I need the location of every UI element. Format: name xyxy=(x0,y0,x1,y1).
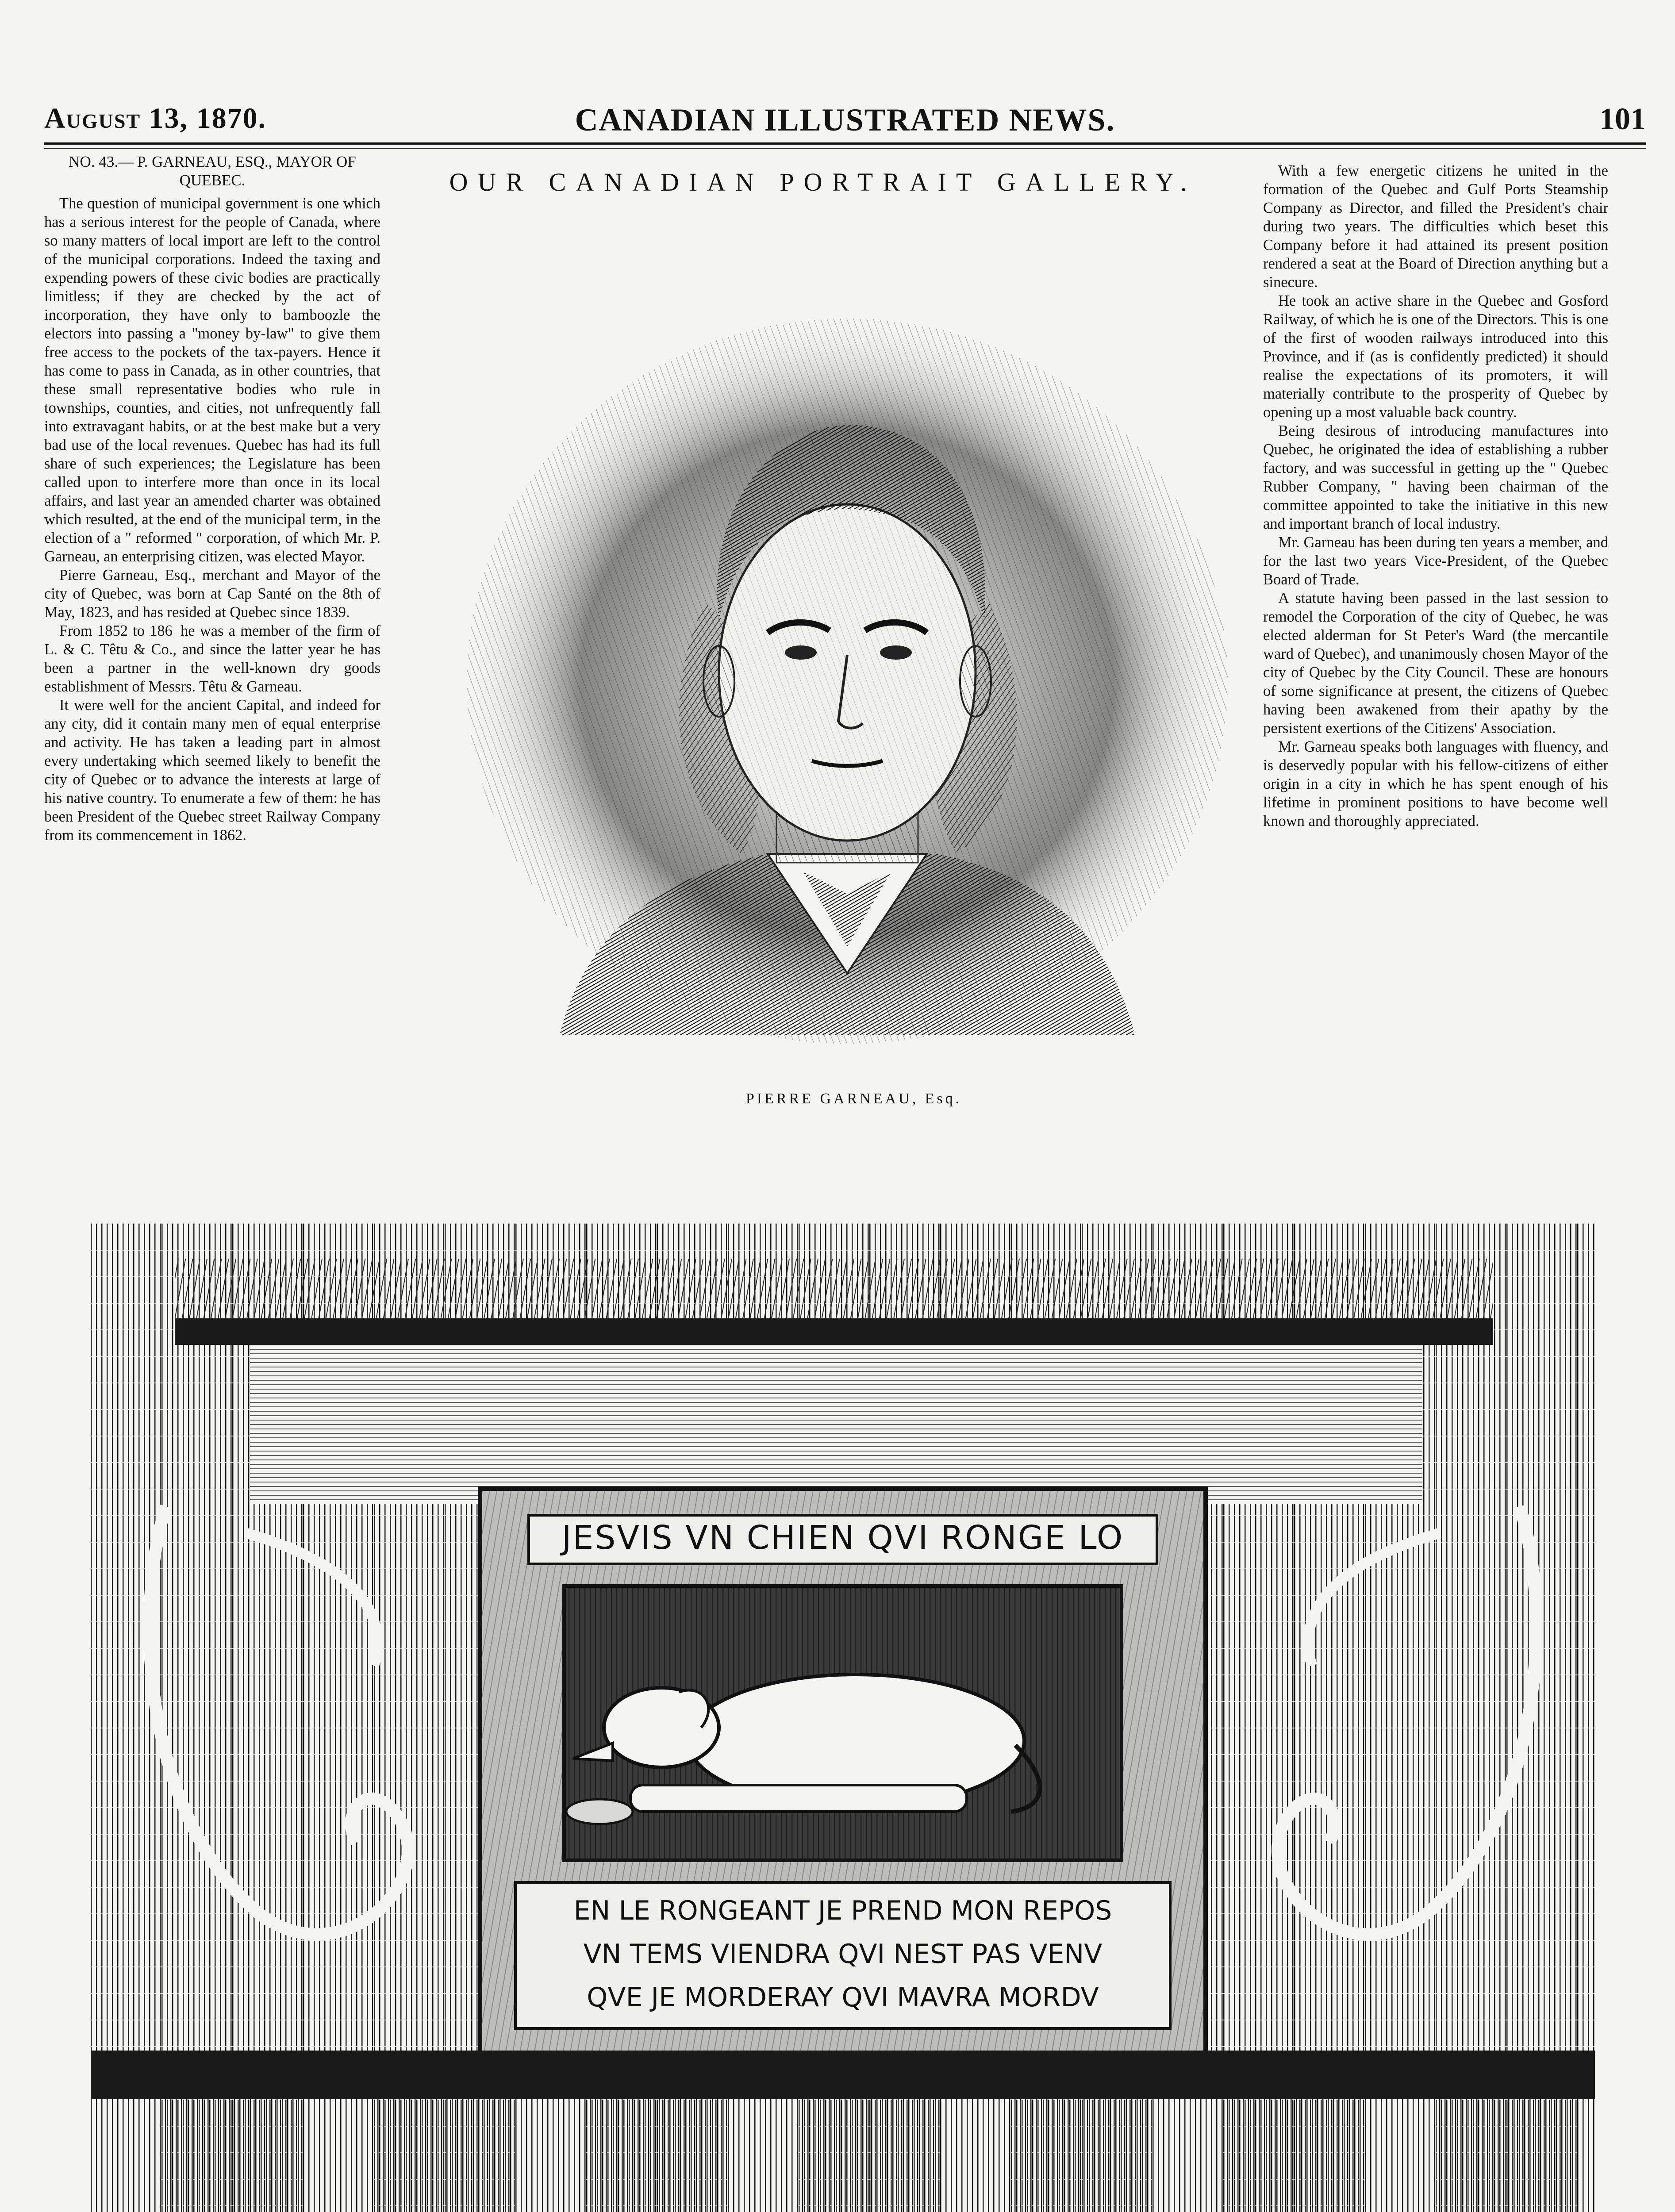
inscription-lower xyxy=(515,1889,1170,2019)
right-paragraph-3: Being desirous of introducing manufactures into Quebec, he originated the idea of establishing a rubber factory, and was successful in getting up the " Quebec Rubber Company, " having been chairman of the committee appointed to take the initiative in this new and important branch of local industry. xyxy=(1263,422,1608,532)
article-title: P. GARNEAU, ESQ., MAYOR OF QUEBEC. xyxy=(137,153,356,189)
page-number: 101 xyxy=(1599,102,1646,136)
masthead xyxy=(44,102,1646,150)
portrait-caption: PIERRE GARNEAU, Esq. xyxy=(745,1091,962,1107)
chien-dor-engraving xyxy=(91,1223,1595,2212)
issue-date: August 13, 1870. xyxy=(44,102,267,134)
article-number: NO. 43.— xyxy=(69,153,134,170)
masthead-rule xyxy=(44,142,1646,145)
inscription-line-3: QVE JE MORDERAY QVI MAVRA MORDV xyxy=(587,1982,1099,2013)
portrait-illustration xyxy=(458,283,1237,1057)
right-paragraph-2: He took an active share in the Quebec and Gosford Railway, of which he is one of the Directors. This is one of the first of wooden railways introduced into this Province, and if (as is confidently predicted) it should realise the expectations of its promoters, it will materially contribute to the prosperity of Quebec by opening up a most valuable back country. xyxy=(1263,292,1608,421)
right-paragraph-1: With a few energetic citizens he united in the formation of the Quebec and Gulf Ports Steamship Company as Director, and filled the President's chair during two years. The difficulties which beset this Company before it had attained its present position rendered a seat at the Board of Direction anything but a sinecure. xyxy=(1263,162,1608,291)
inscription-top: JESVIS VN CHIEN QVI RONGE LO xyxy=(561,1519,1124,1557)
left-paragraph-1: The question of municipal government is one which has a serious interest for the people of Canada, where so many matters of local import are left to the control of the municipal corporations. Indeed the taxing and expending powers of these civic bodies are practically limitless; if they are checked by the act of incorporation, they have only to bamboozle the electors into passing a "money by-law" to give them free access to the pockets of the tax-payers. Hence it has come to pass in Canada, as in other countries, that these small representative bodies who rule in townships, counties, and cities, not unfrequently fall into extravagant habits, or at the best make but a very bad use of the local revenues. Quebec has had its full share of such experiences; the Legislature has been called upon to interfere more than once in its local affairs, and last year an amended charter was obtained which resulted, at the end of the municipal term, in the election of a " reformed " corporation, of which Mr. P. Garneau, an enterprising citizen, was elected Mayor. xyxy=(44,195,380,565)
inscription-line-2: VN TEMS VIENDRA QVI NEST PAS VENV xyxy=(583,1939,1103,1970)
masthead-rule-thin xyxy=(44,148,1646,149)
left-paragraph-3: From 1852 to 186 he was a member of the firm of L. & C. Têtu & Co., and since the latter year he has been a partner in the well-known dry goods establishment of Messrs. Têtu & Garneau. xyxy=(44,622,380,695)
right-paragraph-4: Mr. Garneau has been during ten years a member, and for the last two years Vice-President, of the Quebec Board of Trade. xyxy=(1263,534,1608,588)
inscription-line-1: EN LE RONGEANT JE PREND MON REPOS xyxy=(573,1895,1112,1926)
left-paragraph-4: It were well for the ancient Capital, and indeed for any city, did it contain many men of equal enterprise and activity. He has taken a leading part in almost every undertaking which seemed likely to benefit the city of Quebec or to advance the interests at large of his native country. To enumerate a few of them: he has been President of the Quebec street Railway Company from its commencement in 1862. xyxy=(44,697,380,844)
left-paragraph-2: Pierre Garneau, Esq., merchant and Mayor of the city of Quebec, was born at Cap Santé on the 8th of May, 1823, and has resided at Quebec since 1839. xyxy=(44,567,380,621)
right-column-article xyxy=(1263,161,1608,830)
left-column-article xyxy=(44,153,380,845)
article-heading xyxy=(44,153,380,190)
publication-title: CANADIAN ILLUSTRATED NEWS. xyxy=(575,102,1115,138)
gallery-title: OUR CANADIAN PORTRAIT GALLERY. xyxy=(449,168,1197,196)
right-paragraph-6: Mr. Garneau speaks both languages with fluency, and is deservedly popular with his fellow-citizens of either origin in a city in which he has spent enough of his lifetime in prominent positions to have become well known and thoroughly appreciated. xyxy=(1263,738,1608,830)
chien-dor-illustration xyxy=(91,1223,1595,2212)
right-paragraph-5: A statute having been passed in the last session to remodel the Corporation of the city of Quebec, he was elected alderman for St Peter's Ward (the mercantile ward of Quebec), and unanimously chosen Mayor of the city of Quebec by the City Council. These are honours of some significance at present, the citizens of Quebec having been awakened from their apathy by the persistent exertions of the Citizens' Association. xyxy=(1263,590,1608,737)
portrait-engraving xyxy=(458,283,1237,1057)
